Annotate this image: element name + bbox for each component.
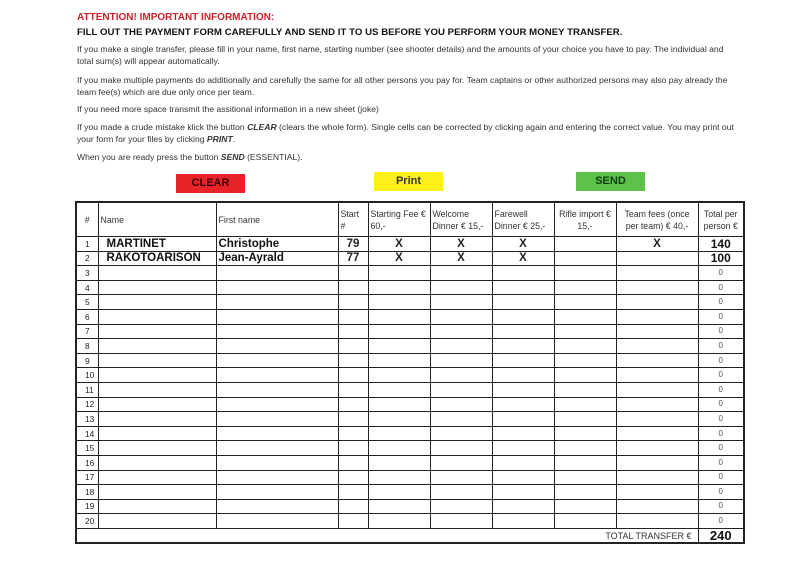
- name-cell[interactable]: [98, 309, 216, 324]
- header-team-fees: Team fees (once per team) € 40,-: [616, 202, 698, 237]
- row-number: 11: [76, 382, 98, 397]
- name-cell[interactable]: [98, 353, 216, 368]
- table-row: [76, 368, 744, 383]
- name-cell[interactable]: [98, 441, 216, 456]
- first-name-cell[interactable]: [216, 412, 338, 427]
- team-fee-cell[interactable]: [616, 499, 698, 514]
- farewell-dinner-cell[interactable]: [492, 353, 554, 368]
- total-cell: 0: [698, 368, 744, 383]
- name-cell[interactable]: [98, 382, 216, 397]
- farewell-dinner-cell[interactable]: [492, 455, 554, 470]
- starting-fee-cell[interactable]: [368, 455, 430, 470]
- farewell-dinner-cell[interactable]: [492, 368, 554, 383]
- welcome-dinner-cell[interactable]: [430, 455, 492, 470]
- table-row: [76, 237, 744, 252]
- welcome-dinner-cell[interactable]: [430, 280, 492, 295]
- team-fee-cell[interactable]: [616, 455, 698, 470]
- start-number-cell[interactable]: [338, 426, 368, 441]
- starting-fee-cell[interactable]: [368, 368, 430, 383]
- total-cell: 0: [698, 485, 744, 500]
- rifle-import-cell[interactable]: [554, 280, 616, 295]
- farewell-dinner-cell[interactable]: [492, 470, 554, 485]
- table-row: [76, 412, 744, 427]
- welcome-dinner-cell[interactable]: [430, 426, 492, 441]
- rifle-import-cell[interactable]: [554, 266, 616, 281]
- first-name-cell[interactable]: [216, 309, 338, 324]
- welcome-dinner-cell[interactable]: [430, 309, 492, 324]
- first-name-cell[interactable]: [216, 441, 338, 456]
- first-name-cell[interactable]: [216, 266, 338, 281]
- welcome-dinner-cell[interactable]: [430, 266, 492, 281]
- header-rifle-import: Rifle import € 15,-: [554, 202, 616, 237]
- total-transfer-value: 240: [698, 528, 744, 543]
- team-fee-cell[interactable]: [616, 441, 698, 456]
- starting-fee-cell[interactable]: [368, 353, 430, 368]
- name-cell[interactable]: [98, 266, 216, 281]
- table-row: [76, 280, 744, 295]
- rifle-import-cell[interactable]: [554, 499, 616, 514]
- total-cell: 0: [698, 353, 744, 368]
- welcome-dinner-cell[interactable]: X: [430, 237, 492, 252]
- name-cell[interactable]: [98, 280, 216, 295]
- welcome-dinner-cell[interactable]: [430, 485, 492, 500]
- total-cell: 0: [698, 441, 744, 456]
- name-cell[interactable]: [98, 499, 216, 514]
- send-button[interactable]: SEND: [576, 172, 645, 191]
- rifle-import-cell[interactable]: [554, 251, 616, 266]
- row-number: 20: [76, 514, 98, 529]
- name-cell[interactable]: [98, 485, 216, 500]
- total-row: [76, 528, 744, 543]
- rifle-import-cell[interactable]: [554, 455, 616, 470]
- table-row: [76, 499, 744, 514]
- team-fee-cell[interactable]: [616, 382, 698, 397]
- table-row: [76, 455, 744, 470]
- starting-fee-cell[interactable]: [368, 266, 430, 281]
- table-row: [76, 353, 744, 368]
- total-cell: 0: [698, 514, 744, 529]
- row-number: 1: [76, 237, 98, 252]
- start-number-cell[interactable]: 77: [338, 251, 368, 266]
- farewell-dinner-cell[interactable]: [492, 397, 554, 412]
- total-cell: 0: [698, 266, 744, 281]
- table-row: [76, 324, 744, 339]
- total-cell: 0: [698, 499, 744, 514]
- team-fee-cell[interactable]: [616, 397, 698, 412]
- start-number-cell[interactable]: [338, 514, 368, 529]
- rifle-import-cell[interactable]: [554, 324, 616, 339]
- paragraph-clear-print: If you made a crude mistake klick the button CLEAR (clears the whole form). Single cells can be corrected by clicking again and entering the correct value. You may print out your form for your files by clicking PRINT.: [77, 122, 734, 144]
- first-name-cell[interactable]: [216, 514, 338, 529]
- team-fee-cell[interactable]: [616, 280, 698, 295]
- total-cell: 0: [698, 455, 744, 470]
- starting-fee-cell[interactable]: X: [368, 251, 430, 266]
- total-cell: 0: [698, 295, 744, 310]
- welcome-dinner-cell[interactable]: [430, 441, 492, 456]
- table-row: [76, 397, 744, 412]
- header-start: Start #: [338, 202, 368, 237]
- farewell-dinner-cell[interactable]: [492, 382, 554, 397]
- start-number-cell[interactable]: [338, 280, 368, 295]
- row-number: 5: [76, 295, 98, 310]
- rifle-import-cell[interactable]: [554, 397, 616, 412]
- starting-fee-cell[interactable]: [368, 412, 430, 427]
- rifle-import-cell[interactable]: [554, 353, 616, 368]
- farewell-dinner-cell[interactable]: X: [492, 251, 554, 266]
- row-number: 17: [76, 470, 98, 485]
- rifle-import-cell[interactable]: [554, 485, 616, 500]
- table-row: [76, 426, 744, 441]
- farewell-dinner-cell[interactable]: [492, 514, 554, 529]
- farewell-dinner-cell[interactable]: [492, 324, 554, 339]
- first-name-cell[interactable]: [216, 382, 338, 397]
- welcome-dinner-cell[interactable]: [430, 324, 492, 339]
- start-number-cell[interactable]: [338, 353, 368, 368]
- name-cell[interactable]: RAKOTOARISON: [98, 251, 216, 266]
- paragraph-multiple-payments: If you make multiple payments do additionally and carefully the same for all other persons you pay for. Team captains or other authorized persons may also pay already the team fee(s) which are due only once per team.: [77, 75, 728, 97]
- paragraph-send: When you are ready press the button SEND (ESSENTIAL).: [77, 152, 303, 162]
- first-name-cell[interactable]: [216, 339, 338, 354]
- total-cell: 0: [698, 324, 744, 339]
- table-row: [76, 251, 744, 266]
- rifle-import-cell[interactable]: [554, 309, 616, 324]
- starting-fee-cell[interactable]: X: [368, 237, 430, 252]
- row-number: 6: [76, 309, 98, 324]
- table-row: [76, 309, 744, 324]
- table-row: [76, 266, 744, 281]
- table-row: [76, 485, 744, 500]
- paragraph-single-transfer: If you make a single transfer, please fill in your name, first name, starting number (see shooter details) and the amounts of your choice you have to pay. The individual and total sum(s) will appear automatically.: [77, 44, 724, 66]
- first-name-cell[interactable]: [216, 455, 338, 470]
- welcome-dinner-cell[interactable]: [430, 339, 492, 354]
- team-fee-cell[interactable]: [616, 514, 698, 529]
- start-number-cell[interactable]: [338, 324, 368, 339]
- farewell-dinner-cell[interactable]: [492, 412, 554, 427]
- total-cell: 0: [698, 382, 744, 397]
- team-fee-cell[interactable]: [616, 485, 698, 500]
- row-number: 10: [76, 368, 98, 383]
- start-number-cell[interactable]: [338, 441, 368, 456]
- welcome-dinner-cell[interactable]: [430, 368, 492, 383]
- first-name-cell[interactable]: [216, 280, 338, 295]
- name-cell[interactable]: [98, 324, 216, 339]
- start-number-cell[interactable]: [338, 412, 368, 427]
- instruction-heading: FILL OUT THE PAYMENT FORM CAREFULLY AND SEND IT TO US BEFORE YOU PERFORM YOUR MONEY TRANSFER.: [77, 27, 623, 38]
- name-cell[interactable]: [98, 397, 216, 412]
- welcome-dinner-cell[interactable]: [430, 499, 492, 514]
- table-row: [76, 382, 744, 397]
- first-name-cell[interactable]: [216, 368, 338, 383]
- total-cell: 0: [698, 339, 744, 354]
- start-number-cell[interactable]: [338, 470, 368, 485]
- rifle-import-cell[interactable]: [554, 426, 616, 441]
- starting-fee-cell[interactable]: [368, 382, 430, 397]
- welcome-dinner-cell[interactable]: [430, 353, 492, 368]
- farewell-dinner-cell[interactable]: [492, 441, 554, 456]
- team-fee-cell[interactable]: [616, 266, 698, 281]
- table-row: [76, 514, 744, 529]
- clear-button[interactable]: CLEAR: [176, 174, 245, 193]
- row-number: 18: [76, 485, 98, 500]
- first-name-cell[interactable]: [216, 397, 338, 412]
- start-number-cell[interactable]: [338, 266, 368, 281]
- name-cell[interactable]: [98, 470, 216, 485]
- farewell-dinner-cell[interactable]: [492, 339, 554, 354]
- welcome-dinner-cell[interactable]: X: [430, 251, 492, 266]
- first-name-cell[interactable]: [216, 470, 338, 485]
- first-name-cell[interactable]: [216, 324, 338, 339]
- total-cell: 0: [698, 470, 744, 485]
- farewell-dinner-cell[interactable]: X: [492, 237, 554, 252]
- total-transfer-label: TOTAL TRANSFER €: [605, 530, 692, 541]
- starting-fee-cell[interactable]: [368, 397, 430, 412]
- table-row: [76, 339, 744, 354]
- rifle-import-cell[interactable]: [554, 382, 616, 397]
- name-cell[interactable]: MARTINET: [98, 237, 216, 252]
- start-number-cell[interactable]: [338, 339, 368, 354]
- table-row: [76, 295, 744, 310]
- team-fee-cell[interactable]: X: [616, 237, 698, 252]
- rifle-import-cell[interactable]: [554, 441, 616, 456]
- start-number-cell[interactable]: [338, 485, 368, 500]
- total-cell: 140: [698, 237, 744, 252]
- team-fee-cell[interactable]: [616, 324, 698, 339]
- welcome-dinner-cell[interactable]: [430, 382, 492, 397]
- starting-fee-cell[interactable]: [368, 280, 430, 295]
- first-name-cell[interactable]: [216, 353, 338, 368]
- name-cell[interactable]: [98, 426, 216, 441]
- first-name-cell[interactable]: Jean-Ayrald: [216, 251, 338, 266]
- start-number-cell[interactable]: [338, 295, 368, 310]
- header-welcome-dinner: Welcome Dinner € 15,-: [430, 202, 492, 237]
- team-fee-cell[interactable]: [616, 309, 698, 324]
- paragraph-more-space: If you need more space transmit the assitional information in a new sheet (joke): [77, 104, 379, 114]
- name-cell[interactable]: [98, 368, 216, 383]
- first-name-cell[interactable]: [216, 499, 338, 514]
- farewell-dinner-cell[interactable]: [492, 426, 554, 441]
- welcome-dinner-cell[interactable]: [430, 397, 492, 412]
- welcome-dinner-cell[interactable]: [430, 470, 492, 485]
- row-number: 19: [76, 499, 98, 514]
- rifle-import-cell[interactable]: [554, 470, 616, 485]
- rifle-import-cell[interactable]: [554, 514, 616, 529]
- rifle-import-cell[interactable]: [554, 295, 616, 310]
- starting-fee-cell[interactable]: [368, 499, 430, 514]
- welcome-dinner-cell[interactable]: [430, 412, 492, 427]
- row-number: 12: [76, 397, 98, 412]
- name-cell[interactable]: [98, 339, 216, 354]
- start-number-cell[interactable]: [338, 368, 368, 383]
- rifle-import-cell[interactable]: [554, 237, 616, 252]
- farewell-dinner-cell[interactable]: [492, 485, 554, 500]
- team-fee-cell[interactable]: [616, 339, 698, 354]
- start-number-cell[interactable]: [338, 382, 368, 397]
- row-number: 16: [76, 455, 98, 470]
- starting-fee-cell[interactable]: [368, 309, 430, 324]
- farewell-dinner-cell[interactable]: [492, 266, 554, 281]
- starting-fee-cell[interactable]: [368, 441, 430, 456]
- total-cell: 0: [698, 412, 744, 427]
- row-number: 9: [76, 353, 98, 368]
- row-number: 2: [76, 251, 98, 266]
- first-name-cell[interactable]: [216, 485, 338, 500]
- rifle-import-cell[interactable]: [554, 368, 616, 383]
- team-fee-cell[interactable]: [616, 412, 698, 427]
- table-row: [76, 470, 744, 485]
- starting-fee-cell[interactable]: [368, 339, 430, 354]
- header-total: Total per person €: [698, 202, 744, 237]
- row-number: 15: [76, 441, 98, 456]
- start-number-cell[interactable]: [338, 455, 368, 470]
- name-cell[interactable]: [98, 295, 216, 310]
- farewell-dinner-cell[interactable]: [492, 309, 554, 324]
- name-cell[interactable]: [98, 412, 216, 427]
- header-name: Name: [98, 202, 216, 237]
- start-number-cell[interactable]: [338, 397, 368, 412]
- team-fee-cell[interactable]: [616, 353, 698, 368]
- row-number: 13: [76, 412, 98, 427]
- start-number-cell[interactable]: [338, 499, 368, 514]
- header-num: #: [76, 202, 98, 237]
- row-number: 14: [76, 426, 98, 441]
- team-fee-cell[interactable]: [616, 426, 698, 441]
- rifle-import-cell[interactable]: [554, 339, 616, 354]
- total-cell: 0: [698, 397, 744, 412]
- welcome-dinner-cell[interactable]: [430, 514, 492, 529]
- header-first-name: First name: [216, 202, 338, 237]
- total-cell: 0: [698, 309, 744, 324]
- total-cell: 0: [698, 280, 744, 295]
- start-number-cell[interactable]: [338, 309, 368, 324]
- total-cell: 0: [698, 426, 744, 441]
- total-cell: 100: [698, 251, 744, 266]
- first-name-cell[interactable]: [216, 426, 338, 441]
- farewell-dinner-cell[interactable]: [492, 295, 554, 310]
- name-cell[interactable]: [98, 455, 216, 470]
- header-starting-fee: Starting Fee € 60,-: [368, 202, 430, 237]
- starting-fee-cell[interactable]: [368, 514, 430, 529]
- team-fee-cell[interactable]: [616, 295, 698, 310]
- starting-fee-cell[interactable]: [368, 324, 430, 339]
- first-name-cell[interactable]: [216, 295, 338, 310]
- attention-heading: ATTENTION! IMPORTANT INFORMATION:: [77, 12, 275, 23]
- team-fee-cell[interactable]: [616, 368, 698, 383]
- header-farewell-dinner: Farewell Dinner € 25,-: [492, 202, 554, 237]
- row-number: 8: [76, 339, 98, 354]
- starting-fee-cell[interactable]: [368, 426, 430, 441]
- table-header-row: [76, 202, 744, 237]
- payment-form-table: [75, 201, 745, 544]
- farewell-dinner-cell[interactable]: [492, 280, 554, 295]
- name-cell[interactable]: [98, 514, 216, 529]
- starting-fee-cell[interactable]: [368, 485, 430, 500]
- starting-fee-cell[interactable]: [368, 295, 430, 310]
- table-row: [76, 441, 744, 456]
- row-number: 7: [76, 324, 98, 339]
- row-number: 3: [76, 266, 98, 281]
- row-number: 4: [76, 280, 98, 295]
- rifle-import-cell[interactable]: [554, 412, 616, 427]
- print-button[interactable]: Print: [374, 172, 443, 191]
- starting-fee-cell[interactable]: [368, 470, 430, 485]
- start-number-cell[interactable]: 79: [338, 237, 368, 252]
- first-name-cell[interactable]: Christophe: [216, 237, 338, 252]
- team-fee-cell[interactable]: [616, 251, 698, 266]
- team-fee-cell[interactable]: [616, 470, 698, 485]
- farewell-dinner-cell[interactable]: [492, 499, 554, 514]
- welcome-dinner-cell[interactable]: [430, 295, 492, 310]
